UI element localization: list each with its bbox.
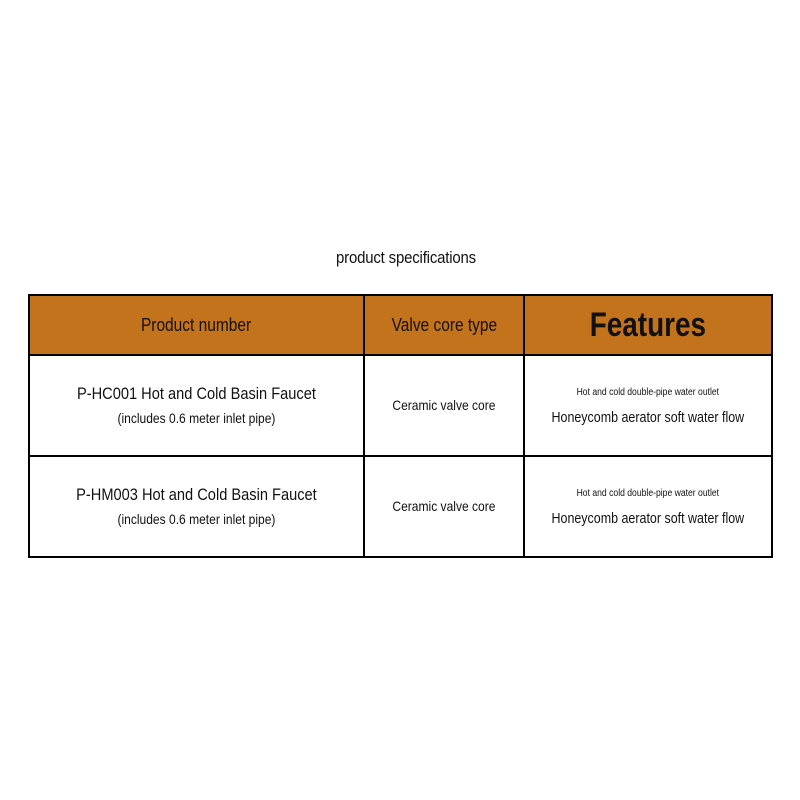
product-cell (29, 456, 364, 557)
header-valve-core-type-label: Valve core type (391, 314, 497, 335)
product-note: (includes 0.6 meter inlet pipe) (117, 510, 276, 527)
product-spec-table (28, 294, 773, 558)
product-name: P-HM003 Hot and Cold Basin Faucet (76, 484, 317, 504)
product-name: P-HC001 Hot and Cold Basin Faucet (76, 383, 316, 403)
product-cell (29, 355, 364, 456)
table-header-row (29, 295, 772, 355)
table-row (29, 456, 772, 557)
header-product-number (29, 295, 364, 355)
header-features-label: Features (590, 305, 707, 344)
valve-cell (364, 456, 524, 557)
valve-core-type: Ceramic valve core (392, 497, 496, 514)
table-row (29, 355, 772, 456)
feature-aerator: Honeycomb aerator soft water flow (551, 409, 745, 426)
product-note: (includes 0.6 meter inlet pipe) (117, 409, 276, 426)
feature-outlet: Hot and cold double-pipe water outlet (576, 487, 720, 499)
features-cell (524, 355, 772, 456)
feature-aerator: Honeycomb aerator soft water flow (551, 510, 745, 527)
valve-core-type: Ceramic valve core (392, 396, 496, 413)
header-product-number-label: Product number (141, 314, 252, 335)
valve-cell (364, 355, 524, 456)
page-title: product specifications (335, 248, 476, 267)
header-features (524, 295, 772, 355)
features-cell (524, 456, 772, 557)
header-valve-core-type (364, 295, 524, 355)
feature-outlet: Hot and cold double-pipe water outlet (576, 386, 720, 398)
